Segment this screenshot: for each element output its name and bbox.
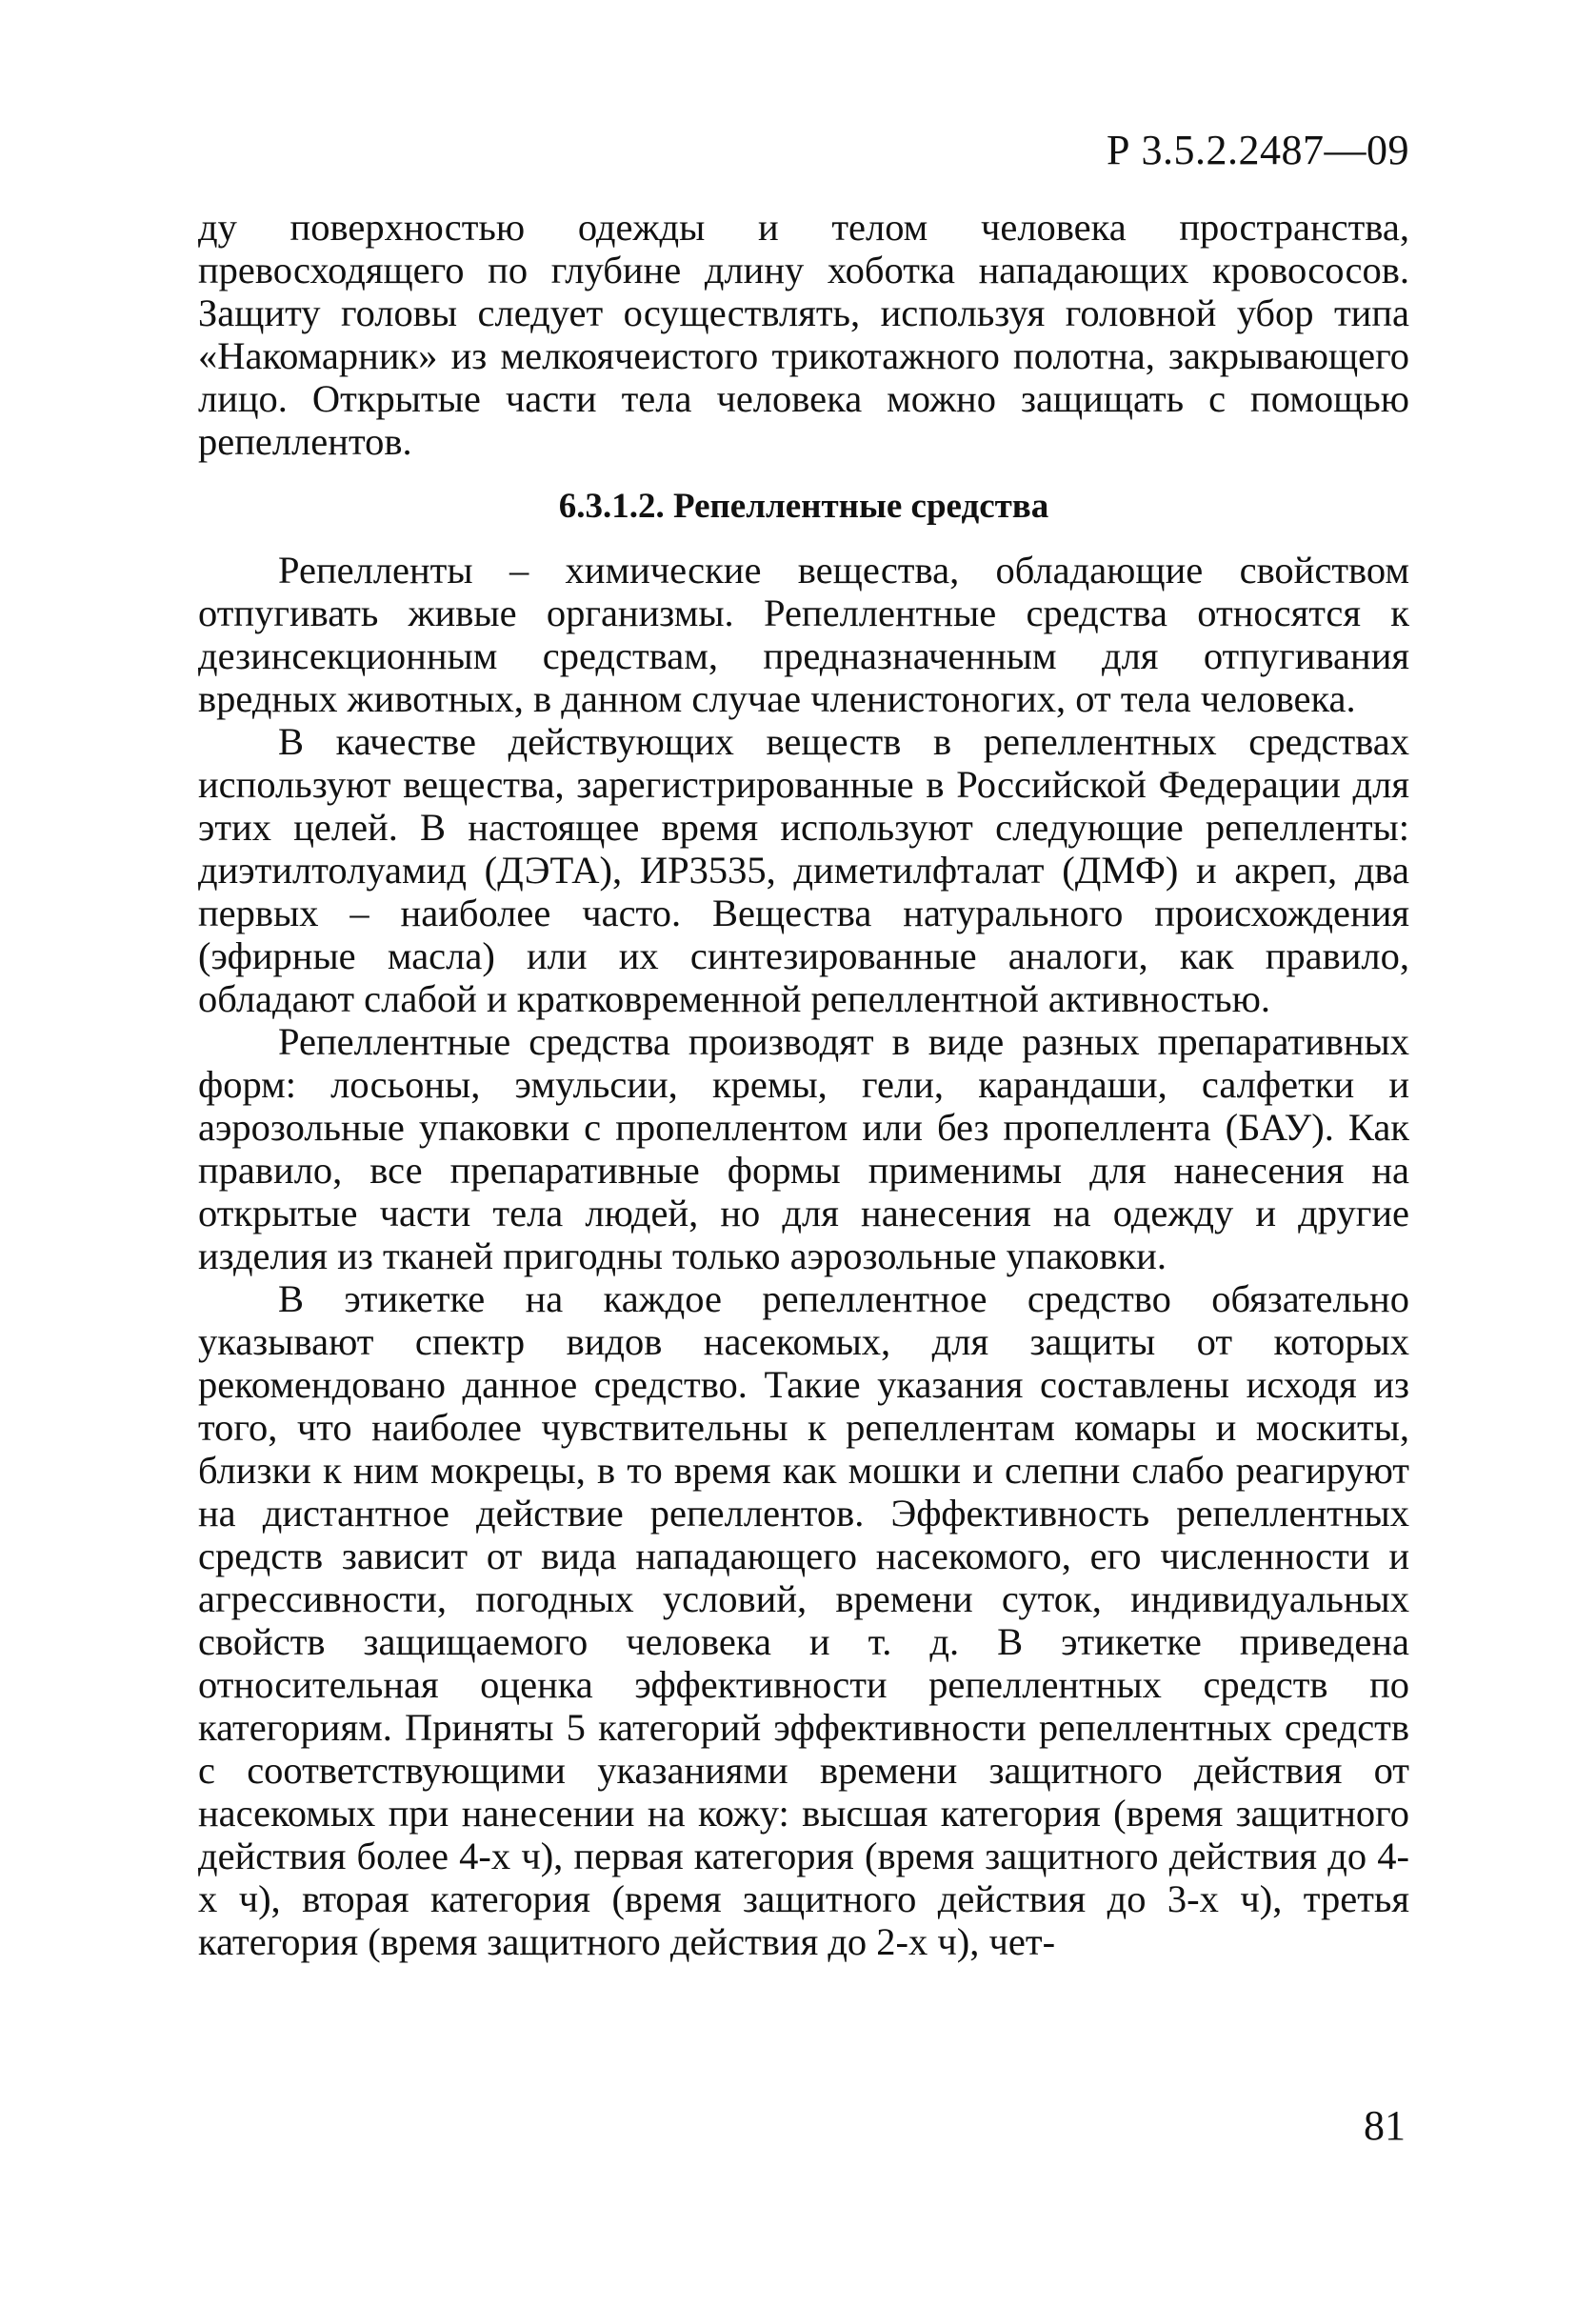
paragraph-repellents-definition: Репелленты – химические вещества, обладающие свойством отпугивать живые организмы. Репеллентные средства относятся к дезинсекционным средствам, предназначенным для отпугивания вредных животных, в данном случае членистоногих, от тела человека. xyxy=(198,549,1409,720)
paragraph-preparative-forms: Репеллентные средства производят в виде разных препаративных форм: лосьоны, эмульсии, кремы, гели, карандаши, салфетки и аэрозольные упаковки с пропеллентом или без пропеллента (БАУ). Как правило, все препаративные формы применимы для нанесения на открытые части тела людей, но для нанесения на одежду и другие изделия из тканей пригодны только аэрозольные упаковки. xyxy=(198,1020,1409,1277)
section-heading: 6.3.1.2. Репеллентные средства xyxy=(558,487,1049,526)
document-code: Р 3.5.2.2487—09 xyxy=(1107,127,1409,173)
page-number: 81 xyxy=(1364,2102,1406,2149)
paragraph-active-substances: В качестве действующих веществ в репеллентных средствах используют вещества, зарегистрированные в Российской Федерации для этих целей. В настоящее время используют следующие репелленты: диэтилтолуамид (ДЭТА), ИР3535, диметилфталат (ДМФ) и акреп, два первых – наиболее часто. Вещества натурального происхождения (эфирные масла) или их синтезированные аналоги, как правило, обладают слабой и кратковременной репеллентной активностью. xyxy=(198,720,1409,1020)
paragraph-label-categories: В этикетке на каждое репеллентное средство обязательно указывают спектр видов насекомых, для защиты от которых рекомендовано данное средство. Такие указания составлены исходя из того, что наиболее чувствительны к репеллентам комары и москиты, близки к ним мокрецы, в то время как мошки и слепни слабо реагируют на дистантное действие репеллентов. Эффективность репеллентных средств зависит от вида нападающего насекомого, его численности и агрессивности, погодных условий, времени суток, индивидуальных свойств защищаемого человека и т. д. В этикетке приведена относительная оценка эффективности репеллентных средств по категориям. Приняты 5 категорий эффективности репеллентных средств с соответствующими указаниями времени защитного действия от насекомых при нанесении на кожу: высшая категория (время защитного действия более 4-х ч), первая категория (время защитного действия до 4-х ч), вторая категория (время защитного действия до 3-х ч), третья категория (время защитного действия до 2-х ч), чет- xyxy=(198,1277,1409,1963)
page-body xyxy=(198,206,1409,1963)
paragraph-continuation: ду поверхностью одежды и телом человека пространства, превосходящего по глубине длину хоботка нападающих кровососов. Защиту головы следует осуществлять, используя головной убор типа «Накомарник» из мелкоячеистого трикотажного полотна, закрывающего лицо. Открытые части тела человека можно защищать с помощью репеллентов. xyxy=(198,206,1409,463)
